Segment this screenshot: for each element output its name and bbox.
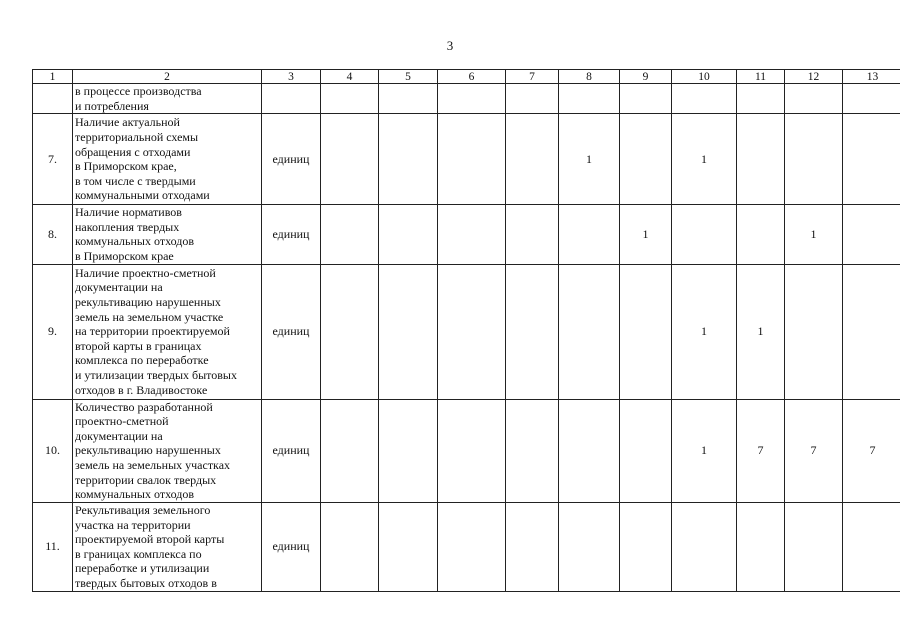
table-body [33, 70, 900, 592]
indicators-table [32, 69, 900, 592]
table-row [33, 399, 900, 502]
value-cell-col-5 [379, 399, 438, 502]
description-line: земель на земельном участке [75, 309, 224, 324]
column-header-8: 8 [559, 70, 620, 84]
value-cell-col-8 [559, 399, 620, 502]
description-line: в Приморском крае, [75, 159, 177, 174]
column-header-11: 11 [737, 70, 785, 84]
description-line: накопления твердых [75, 219, 180, 234]
description-line: переработке и утилизации [75, 561, 210, 576]
column-header-5: 5 [379, 70, 438, 84]
value-cell-col-7 [506, 399, 559, 502]
value-cell-col-13 [843, 264, 900, 399]
value-cell-col-10 [672, 84, 737, 114]
value-cell-col-4 [321, 264, 379, 399]
unit-cell [262, 84, 321, 114]
row-number: 7. [33, 114, 73, 205]
value-cell-col-8: 1 [559, 114, 620, 205]
description-line: коммунальных отходов [75, 487, 195, 502]
value-cell-col-9 [620, 84, 672, 114]
value-cell-col-4 [321, 205, 379, 264]
table-row [33, 114, 900, 205]
value-cell-col-9 [620, 114, 672, 205]
unit-cell: единиц [262, 502, 321, 591]
value-cell-col-7 [506, 264, 559, 399]
value-cell-col-9 [620, 502, 672, 591]
value-cell-col-5 [379, 264, 438, 399]
value-cell-col-7 [506, 114, 559, 205]
value-cell-col-12: 7 [785, 399, 843, 502]
description-line: в процессе производства [75, 84, 202, 98]
description-line: отходов в г. Владивостоке [75, 382, 208, 397]
table-row [33, 264, 900, 399]
column-header-2: 2 [73, 70, 262, 84]
value-cell-col-4 [321, 502, 379, 591]
value-cell-col-7 [506, 502, 559, 591]
description-line: Количество разработанной [75, 399, 213, 414]
indicator-description [73, 84, 262, 114]
description-line: рекультивацию нарушенных [75, 443, 221, 458]
unit-cell: единиц [262, 114, 321, 205]
description-line: комплекса по переработке [75, 353, 209, 368]
value-cell-col-5 [379, 502, 438, 591]
value-cell-col-7 [506, 205, 559, 264]
column-header-1: 1 [33, 70, 73, 84]
column-header-7: 7 [506, 70, 559, 84]
value-cell-col-5 [379, 205, 438, 264]
value-cell-col-10 [672, 205, 737, 264]
row-number: 9. [33, 264, 73, 399]
value-cell-col-13 [843, 502, 900, 591]
description-line: территориальной схемы [75, 130, 199, 144]
indicator-description [73, 502, 262, 591]
value-cell-col-6 [438, 502, 506, 591]
value-cell-col-13 [843, 114, 900, 205]
description-line: коммунальных отходов [75, 234, 195, 249]
column-header-3: 3 [262, 70, 321, 84]
table-row [33, 502, 900, 591]
column-header-9: 9 [620, 70, 672, 84]
value-cell-col-12 [785, 502, 843, 591]
value-cell-col-6 [438, 114, 506, 205]
description-line: Наличие нормативов [75, 205, 182, 220]
column-header-12: 12 [785, 70, 843, 84]
value-cell-col-10: 1 [672, 264, 737, 399]
value-cell-col-10 [672, 502, 737, 591]
header-row [33, 70, 900, 84]
value-cell-col-5 [379, 84, 438, 114]
page-number: 3 [446, 38, 454, 53]
unit-cell: единиц [262, 264, 321, 399]
description-line: участка на территории [75, 517, 191, 532]
description-line: документации на [75, 428, 163, 443]
description-line: в том числе с твердыми [75, 173, 196, 188]
description-line: Рекультивация земельного [75, 502, 211, 517]
description-line: и потребления [75, 98, 149, 113]
table-row [33, 84, 900, 114]
unit-cell: единиц [262, 399, 321, 502]
value-cell-col-11: 7 [737, 399, 785, 502]
description-line: в Приморском крае [75, 248, 174, 263]
value-cell-col-6 [438, 84, 506, 114]
description-line: второй карты в границах [75, 338, 202, 353]
value-cell-col-11 [737, 205, 785, 264]
value-cell-col-6 [438, 205, 506, 264]
value-cell-col-11 [737, 84, 785, 114]
value-cell-col-8 [559, 84, 620, 114]
description-line: в границах комплекса по [75, 546, 202, 561]
value-cell-col-11: 1 [737, 264, 785, 399]
value-cell-col-10: 1 [672, 114, 737, 205]
value-cell-col-4 [321, 114, 379, 205]
value-cell-col-4 [321, 399, 379, 502]
value-cell-col-8 [559, 264, 620, 399]
value-cell-col-12: 1 [785, 205, 843, 264]
value-cell-col-12 [785, 114, 843, 205]
value-cell-col-6 [438, 264, 506, 399]
column-header-4: 4 [321, 70, 379, 84]
value-cell-col-5 [379, 114, 438, 205]
column-header-6: 6 [438, 70, 506, 84]
value-cell-col-8 [559, 502, 620, 591]
description-line: проектируемой второй карты [75, 532, 225, 547]
description-line: Наличие актуальной [75, 115, 180, 130]
indicator-description [73, 264, 262, 399]
column-header-13: 13 [843, 70, 900, 84]
description-line: коммунальными отходами [75, 188, 210, 203]
description-line: территории свалок твердых [75, 472, 217, 487]
value-cell-col-7 [506, 84, 559, 114]
unit-cell: единиц [262, 205, 321, 264]
value-cell-col-11 [737, 114, 785, 205]
column-header-10: 10 [672, 70, 737, 84]
description-line: Наличие проектно-сметной [75, 265, 216, 280]
value-cell-col-8 [559, 205, 620, 264]
value-cell-col-4 [321, 84, 379, 114]
description-line: на территории проектируемой [75, 324, 230, 339]
value-cell-col-12 [785, 84, 843, 114]
value-cell-col-10: 1 [672, 399, 737, 502]
description-line: обращения с отходами [75, 144, 191, 159]
indicator-description [73, 399, 262, 502]
value-cell-col-12 [785, 264, 843, 399]
description-line: проектно-сметной [75, 414, 169, 429]
row-number: 11. [33, 502, 73, 591]
value-cell-col-13 [843, 205, 900, 264]
table-row [33, 205, 900, 264]
value-cell-col-11 [737, 502, 785, 591]
value-cell-col-9 [620, 399, 672, 502]
value-cell-col-13: 7 [843, 399, 900, 502]
description-line: твердых бытовых отходов в [75, 575, 217, 590]
row-number [33, 84, 73, 114]
indicator-description [73, 114, 262, 205]
value-cell-col-13 [843, 84, 900, 114]
value-cell-col-6 [438, 399, 506, 502]
description-line: документации на [75, 280, 163, 295]
row-number: 8. [33, 205, 73, 264]
value-cell-col-9 [620, 264, 672, 399]
row-number: 10. [33, 399, 73, 502]
value-cell-col-9: 1 [620, 205, 672, 264]
description-line: и утилизации твердых бытовых [75, 368, 237, 383]
description-line: земель на земельных участках [75, 457, 231, 472]
description-line: рекультивацию нарушенных [75, 295, 221, 310]
indicator-description [73, 205, 262, 264]
